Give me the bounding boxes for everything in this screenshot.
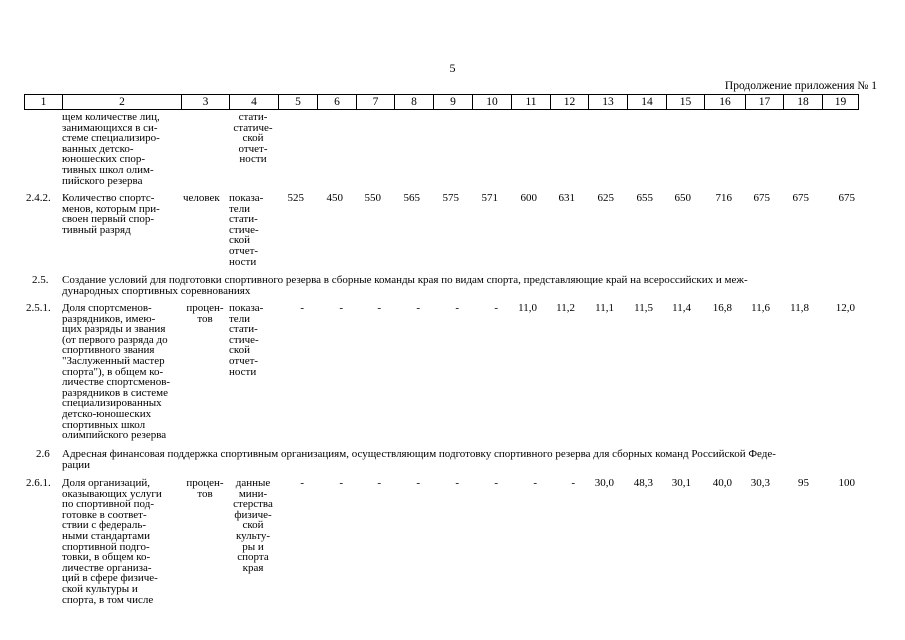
- indicator-name: [62, 478, 180, 605]
- text-line: ности: [229, 365, 257, 378]
- column-header-9: 9: [434, 95, 473, 110]
- unit: [183, 478, 227, 499]
- text-line: тов: [197, 312, 213, 325]
- text-line: "Заслуженный мастер: [62, 354, 165, 367]
- text-line: рации: [62, 458, 91, 471]
- value-cell-col-13: 11,1: [595, 302, 614, 314]
- value-cell-col-10: 571: [481, 192, 498, 204]
- value-cell-col-14: 48,3: [633, 477, 653, 489]
- column-header-7: 7: [357, 95, 395, 110]
- text-line: щих разряды и звания: [62, 323, 166, 336]
- value-cell-col-11: 11,0: [518, 302, 537, 314]
- column-header-10: 10: [473, 95, 512, 110]
- text-line: Доля организаций,: [62, 477, 150, 489]
- text-line: стати-: [229, 323, 258, 336]
- text-line: оказывающих услуги: [62, 487, 162, 500]
- text-line: разрядников в системе: [62, 386, 169, 399]
- text-line: тов: [197, 487, 213, 500]
- column-header-18: 18: [784, 95, 823, 110]
- column-header-1: 1: [25, 95, 63, 110]
- text-line: отчет-: [238, 142, 268, 155]
- value-cell-col-17: 675: [753, 192, 770, 204]
- text-line: процен-: [186, 477, 224, 489]
- value-cell-col-14: 11,5: [634, 302, 653, 314]
- text-line: физиче-: [234, 508, 272, 521]
- column-header-5: 5: [279, 95, 318, 110]
- value-cell-col-16: 40,0: [712, 477, 732, 489]
- text-line: менов, которым при-: [62, 202, 160, 215]
- value-cell-col-9: -: [455, 302, 459, 314]
- value-cell-col-13: 30,0: [594, 477, 614, 489]
- column-header-16: 16: [705, 95, 746, 110]
- text-line: края: [242, 561, 264, 574]
- text-line: ствии с федераль-: [62, 519, 147, 532]
- data-source: [229, 112, 277, 165]
- data-source: [229, 303, 277, 377]
- column-header-3: 3: [182, 95, 230, 110]
- column-header-13: 13: [589, 95, 628, 110]
- column-header-15: 15: [667, 95, 705, 110]
- text-line: пийского резерва: [62, 174, 143, 187]
- row-number: 2.4.2.: [26, 192, 51, 204]
- text-line: показа-: [229, 192, 264, 204]
- value-cell-col-17: 30,3: [750, 477, 770, 489]
- text-line: показа-: [229, 302, 264, 314]
- text-line: Адресная финансовая поддержка спортивным организациям, осуществляющим подготовку спортивного резерва для сборных команд Российской Феде-: [62, 448, 776, 460]
- value-cell-col-8: -: [416, 477, 420, 489]
- value-cell-col-18: 95: [798, 477, 809, 489]
- value-cell-col-10: -: [494, 477, 498, 489]
- column-header-11: 11: [512, 95, 551, 110]
- value-cell-col-5: -: [300, 477, 304, 489]
- column-header-14: 14: [628, 95, 667, 110]
- column-header-12: 12: [551, 95, 589, 110]
- text-line: готовке в соответ-: [62, 508, 147, 521]
- row-number: 2.5.1.: [26, 302, 51, 314]
- text-line: спорта"), в общем ко-: [62, 365, 164, 378]
- data-source: [229, 478, 277, 573]
- text-line: ности: [229, 255, 257, 268]
- value-cell-col-10: -: [494, 302, 498, 314]
- unit: [183, 303, 227, 324]
- value-cell-col-9: -: [455, 477, 459, 489]
- value-cell-col-15: 11,4: [672, 302, 691, 314]
- value-cell-col-12: -: [571, 477, 575, 489]
- text-line: Создание условий для подготовки спортивного резерва в сборные команды края по видам спорта, представляющие край на всероссийских и меж-: [62, 274, 748, 286]
- text-line: ской: [229, 234, 251, 247]
- text-line: стиче-: [229, 223, 259, 236]
- text-line: стиче-: [229, 333, 259, 346]
- value-cell-col-17: 11,6: [751, 302, 770, 314]
- value-cell-col-14: 655: [636, 192, 653, 204]
- text-line: спортивных школ: [62, 418, 146, 431]
- value-cell-col-7: 550: [364, 192, 381, 204]
- text-line: тели: [229, 202, 251, 215]
- value-cell-col-15: 650: [674, 192, 691, 204]
- text-line: отчет-: [229, 354, 259, 367]
- value-cell-col-11: -: [533, 477, 537, 489]
- text-line: спорта: [237, 551, 269, 564]
- text-line: статиче-: [233, 121, 273, 134]
- text-line: мини-: [238, 487, 268, 500]
- value-cell-col-18: 675: [792, 192, 809, 204]
- page-number: 5: [449, 61, 456, 75]
- text-line: по спортивной под-: [62, 498, 155, 511]
- value-cell-col-6: -: [339, 302, 343, 314]
- value-cell-col-6: -: [339, 477, 343, 489]
- text-line: стати-: [229, 213, 258, 226]
- text-line: спортивной подго-: [62, 540, 150, 553]
- section-title: [62, 449, 882, 470]
- text-line: Доля спортсменов-: [62, 302, 152, 314]
- text-line: ций в сфере физиче-: [62, 572, 158, 585]
- text-line: тели: [229, 312, 251, 325]
- text-line: стати-: [238, 111, 268, 123]
- value-cell-col-8: -: [416, 302, 420, 314]
- text-line: дународных спортивных соревнованиях: [62, 284, 251, 297]
- value-cell-col-13: 625: [597, 192, 614, 204]
- column-header-4: 4: [230, 95, 279, 110]
- text-line: стеме специализиро-: [62, 132, 160, 145]
- text-line: щем количестве лиц,: [62, 111, 160, 123]
- text-line: ры и: [242, 540, 264, 553]
- text-line: стерства: [233, 498, 273, 511]
- text-line: спорта, в том числе: [62, 593, 154, 606]
- value-cell-col-16: 716: [715, 192, 732, 204]
- value-cell-col-16: 16,8: [712, 302, 732, 314]
- value-cell-col-7: -: [377, 302, 381, 314]
- value-cell-col-15: 30,1: [671, 477, 691, 489]
- text-line: культу-: [235, 529, 271, 542]
- text-line: олимпийского резерва: [62, 429, 167, 442]
- column-header-17: 17: [746, 95, 784, 110]
- text-line: отчет-: [229, 244, 259, 257]
- text-line: ности: [239, 153, 267, 166]
- column-header-2: 2: [63, 95, 182, 110]
- text-line: процен-: [186, 302, 224, 314]
- text-line: (от первого разряда до: [62, 333, 168, 346]
- text-line: детско-юношеских: [62, 407, 152, 420]
- text-line: ванных детско-: [62, 142, 134, 155]
- text-line: тивных школ олим-: [62, 163, 154, 176]
- text-line: данные: [235, 477, 271, 489]
- text-line: разрядников, имею-: [62, 312, 156, 325]
- value-cell-col-9: 575: [442, 192, 459, 204]
- text-line: личестве спортсменов-: [62, 376, 171, 389]
- text-line: Количество спортс-: [62, 192, 155, 204]
- section-number: 2.5.: [32, 274, 49, 286]
- value-cell-col-12: 631: [558, 192, 575, 204]
- indicator-name: [62, 303, 180, 441]
- text-line: своен первый спор-: [62, 213, 155, 226]
- value-cell-col-12: 11,2: [556, 302, 575, 314]
- text-line: спортивного звания: [62, 344, 155, 357]
- text-line: личестве организа-: [62, 561, 152, 574]
- value-cell-col-19: 12,0: [835, 302, 855, 314]
- section-number: 2.6: [36, 448, 50, 460]
- row-number: 2.6.1.: [26, 477, 51, 489]
- value-cell-col-19: 100: [838, 477, 855, 489]
- text-line: ской культуры и: [62, 582, 138, 595]
- indicator-name: [62, 112, 180, 186]
- unit: человек: [183, 192, 220, 204]
- value-cell-col-11: 600: [520, 192, 537, 204]
- text-line: тивный разряд: [62, 223, 131, 236]
- column-header-6: 6: [318, 95, 357, 110]
- column-header-19: 19: [823, 95, 859, 110]
- text-line: ными стандартами: [62, 529, 150, 542]
- text-line: товки, в общем ко-: [62, 551, 151, 564]
- text-line: ской: [242, 132, 264, 145]
- continuation-caption: Продолжение приложения № 1: [724, 80, 877, 92]
- value-cell-col-6: 450: [326, 192, 343, 204]
- text-line: ской: [242, 519, 264, 532]
- value-cell-col-5: 525: [287, 192, 304, 204]
- data-source: [229, 193, 277, 267]
- column-header-row: [24, 94, 859, 110]
- text-line: юношеских спор-: [62, 153, 146, 166]
- column-header-8: 8: [395, 95, 434, 110]
- value-cell-col-8: 565: [403, 192, 420, 204]
- text-line: ской: [229, 344, 251, 357]
- value-cell-col-19: 675: [838, 192, 855, 204]
- text-line: занимающихся в си-: [62, 121, 158, 134]
- indicator-name: [62, 193, 180, 235]
- value-cell-col-7: -: [377, 477, 381, 489]
- value-cell-col-5: -: [300, 302, 304, 314]
- value-cell-col-18: 11,8: [790, 302, 809, 314]
- text-line: специализированных: [62, 397, 162, 410]
- section-title: [62, 275, 882, 296]
